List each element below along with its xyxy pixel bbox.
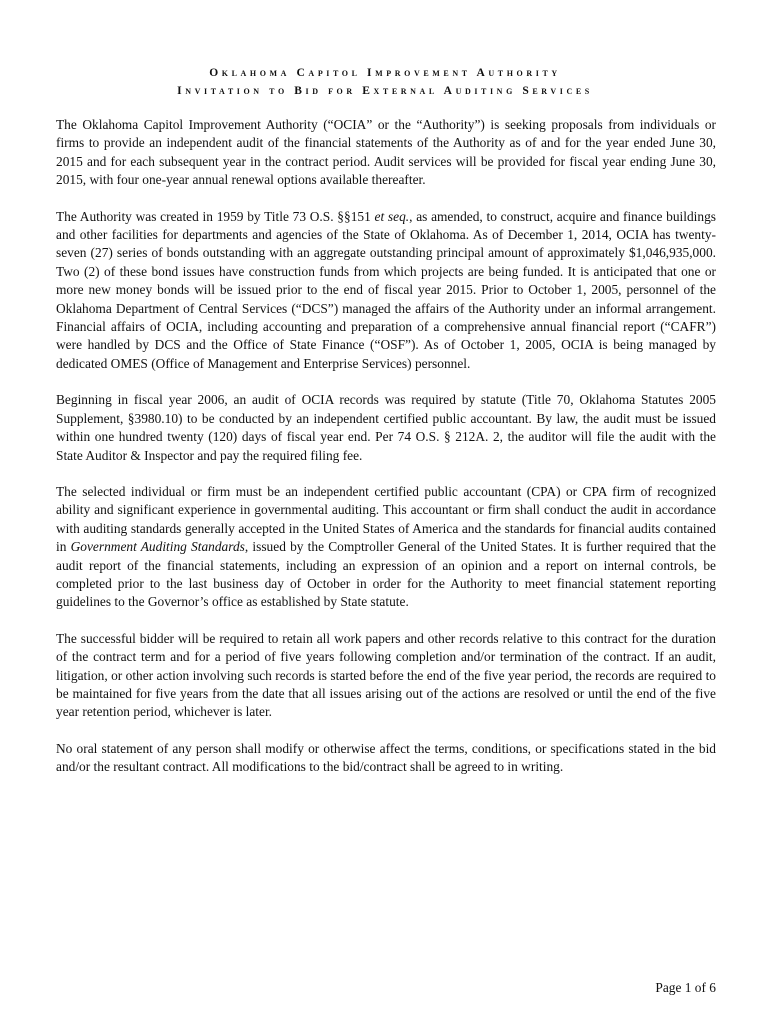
paragraph-text: , as amended, to construct, acquire and finance buildings and other facilities for departments and agencies of the State of Oklahoma. As of December 1, 2014, OCIA has twenty-seven (27) series of bonds outstanding with an aggregate outstanding principal amount of approximately $1,046,935,000. Two (2) of these bond issues have construction funds from which projects are being funded. It is anticipated that one or more new money bonds will be issued prior to the end of fiscal year 2015. Prior to October 1, 2005, personnel of the Oklahoma Department of Central Services (“DCS”) managed the affairs of the Authority under an informal arrangement. Financial affairs of OCIA, including accounting and preparation of a comprehensive annual financial report (“CAFR”) were handled by DCS and the Office of State Finance (“OSF”). As of October 1, 2005, OCIA is being managed by dedicated OMES (Office of Management and Enterprise Services) personnel. <box>56 208 716 371</box>
paragraph-text: The Oklahoma Capitol Improvement Authority (“OCIA” or the “Authority”) is seeking proposals from individuals or firms to provide an independent audit of the financial statements of the Authority as of and for the year ended June 30, 2015 and for each subsequent year in the contract period. Audit services will be provided for fiscal year ending June 30, 2015, with four one-year annual renewal options available thereafter. <box>56 117 716 188</box>
body-paragraph <box>56 208 716 374</box>
organization-title: Oklahoma Capitol Improvement Authority <box>209 67 561 79</box>
document-body <box>56 116 716 795</box>
paragraph-text: Beginning in fiscal year 2006, an audit of OCIA records was required by statute (Title 70, Oklahoma Statutes 2005 Supplement, §3980.10) to be conducted by an independent certified public accountant. By law, the audit must be issued within one hundred twenty (120) days of fiscal year end. Per 74 O.S. § 212A. 2, the auditor will file the audit with the State Auditor & Inspector and pay the required filing fee. <box>56 392 716 463</box>
body-paragraph <box>56 740 716 777</box>
body-paragraph <box>56 116 716 190</box>
italic-text: et seq. <box>374 208 410 224</box>
italic-text: Government Auditing Standards <box>70 539 245 555</box>
paragraph-text: The successful bidder will be required to retain all work papers and other records relative to this contract for the duration of the contract term and for a period of five years following completion and/or termination of the contract. If an audit, litigation, or other action involving such records is started before the end of the five year period, the records are required to be maintained for five years from the date that all issues arising out of the actions are resolved or until the end of the five year retention period, whichever is later. <box>56 630 716 720</box>
page-number: Page 1 of 6 <box>655 980 716 995</box>
paragraph-text: No oral statement of any person shall modify or otherwise affect the terms, conditions, or specifications stated in the bid and/or the resultant contract. All modifications to the bid/contract shall be agreed to in writing. <box>56 740 716 775</box>
paragraph-text: The Authority was created in 1959 by Title 73 O.S. §§151 <box>56 208 375 224</box>
body-paragraph <box>56 391 716 465</box>
document-header <box>0 64 770 100</box>
document-title: Invitation to Bid for External Auditing Services <box>177 85 593 97</box>
paragraph-text: The selected individual or firm must be an independent certified public accountant (CPA) or CPA firm of recognized ability and significant experience in governmental auditing. This accountant or firm shall conduct the audit in accordance with auditing standards generally accepted in the United States of America and the standards for financial audits contained in <box>56 483 716 555</box>
body-paragraph <box>56 630 716 722</box>
paragraph-text: , issued by the Comptroller General of the United States. It is further required that the audit report of the financial statements, including an expression of an opinion and a report on internal controls, be completed prior to the last business day of October in order for the Authority to meet financial statement reporting guidelines to the Governor’s office as established by State statute. <box>56 539 716 610</box>
body-paragraph <box>56 483 716 612</box>
